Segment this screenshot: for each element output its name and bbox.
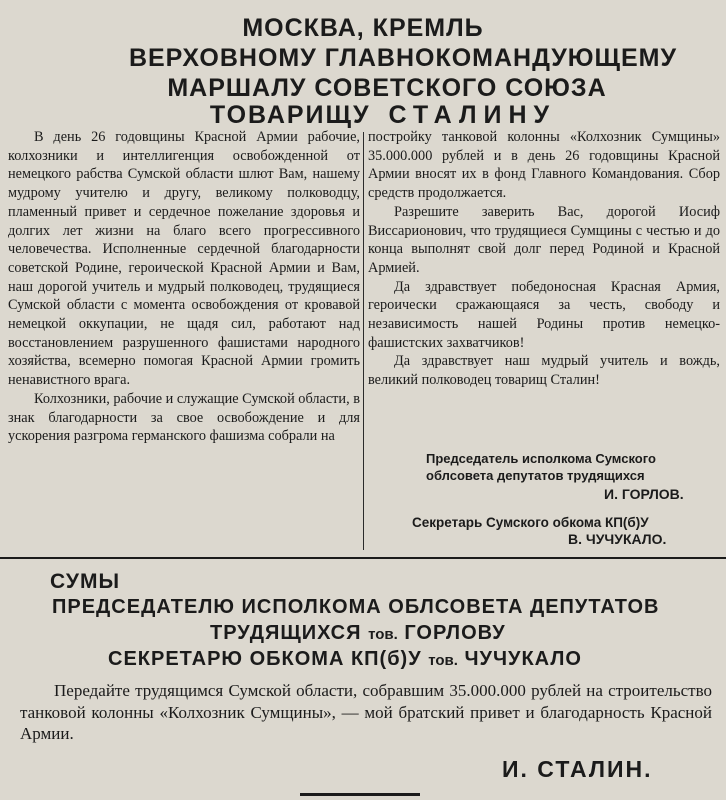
reply-addressee-line-3-a: СЕКРЕТАРЮ ОБКОМА КП(б)У — [108, 648, 422, 670]
letter-column-right — [368, 128, 720, 390]
reply-city: СУМЫ — [50, 570, 121, 593]
reply-addressee-line-3 — [108, 648, 582, 671]
heading-line-4-name: СТАЛИНУ — [388, 101, 557, 129]
letter-paragraph: Да здравствует наш мудрый учитель и вождь, великий полководец товарищ Сталин! — [368, 353, 720, 389]
reply-addressee-line-3-b: ЧУЧУКАЛО — [464, 648, 582, 670]
reply-addressee-line-2 — [210, 622, 506, 645]
signature-1-title-line-1: Председатель исполкома Сумского — [426, 451, 656, 466]
heading-line-1: МОСКВА, КРЕМЛЬ — [242, 14, 484, 42]
letter-paragraph: постройку танковой колонны «Колхозник Сумщины» 35.000.000 рублей и в день 26 годовщины Красной Армии вносят их в фонд Главного Командования. Сбор средств продолжается. — [368, 129, 720, 202]
column-divider — [363, 132, 364, 550]
signature-2-name: В. ЧУЧУКАЛО. — [568, 531, 667, 547]
reply-body — [20, 680, 712, 745]
letter-paragraph: Колхозники, рабочие и служащие Сумской области, в знак благодарности за свое освобождение и для ускорения разгрома германского фашизма собрали на — [8, 390, 360, 445]
reply-signature: И. СТАЛИН. — [502, 756, 653, 782]
bottom-rule — [300, 793, 420, 796]
heading-line-4-title: ТОВАРИЩУ — [209, 101, 371, 129]
reply-tov-2: тов. — [428, 652, 458, 669]
signature-1-name: И. ГОРЛОВ. — [604, 486, 684, 502]
heading-line-3: МАРШАЛУ СОВЕТСКОГО СОЮЗА — [167, 74, 607, 102]
reply-addressee-line-2-b: ГОРЛОВУ — [404, 622, 506, 644]
letter-paragraph: В день 26 годовщины Красной Армии рабочие, колхозники и интеллигенция освобожденной от немецкого рабства Сумской области шлют Вам, нашему мудрому учителю и другу, великому полководцу, пламенный привет и сердечное пожелание здоровья и долгих лет жизни на благо всего прогрессивного человечества. Исполненные сердечной благодарности советской Родине, героической Красной Армии и Вам, наш дорогой учитель и мудрый полководец, трудящиеся Сумской области с момента освобождения от кровавой немецкой оккупации, не щадя сил, работают над восстановлением разрушенного фашистами народного хозяйства, всемерно помогая Красной Армии громить ненавистного врага. — [8, 129, 360, 389]
reply-tov-1: тов. — [368, 626, 398, 643]
reply-paragraph: Передайте трудящимся Сумской области, собравшим 35.000.000 рублей на строительство танковой колонны «Колхозник Сумщины», — мой братский привет и благодарность Красной Армии. — [20, 681, 712, 743]
letter-column-left — [8, 128, 360, 446]
letter-paragraph: Да здравствует победоносная Красная Армия, героически сражающаяся за честь, свободу и независимость нашей Родины против немецко-фашистских захватчиков! — [368, 278, 720, 351]
reply-addressee-line-1: ПРЕДСЕДАТЕЛЮ ИСПОЛКОМА ОБЛСОВЕТА ДЕПУТАТОВ — [52, 596, 660, 618]
signature-1-title-line-2: облсовета депутатов трудящихся — [426, 468, 645, 483]
heading-line-4 — [20, 101, 726, 130]
letter-paragraph: Разрешите заверить Вас, дорогой Иосиф Виссарионович, что трудящиеся Сумщины с честью и до конца выполнят свой долг перед Родиной и Красной Армией. — [368, 203, 720, 276]
reply-addressee-line-2-a: ТРУДЯЩИХСЯ — [210, 622, 362, 644]
heading-line-2: ВЕРХОВНОМУ ГЛАВНОКОМАНДУЮЩЕМУ — [128, 44, 678, 72]
section-divider — [0, 557, 726, 559]
signature-2-title: Секретарь Сумского обкома КП(б)У — [412, 515, 649, 530]
